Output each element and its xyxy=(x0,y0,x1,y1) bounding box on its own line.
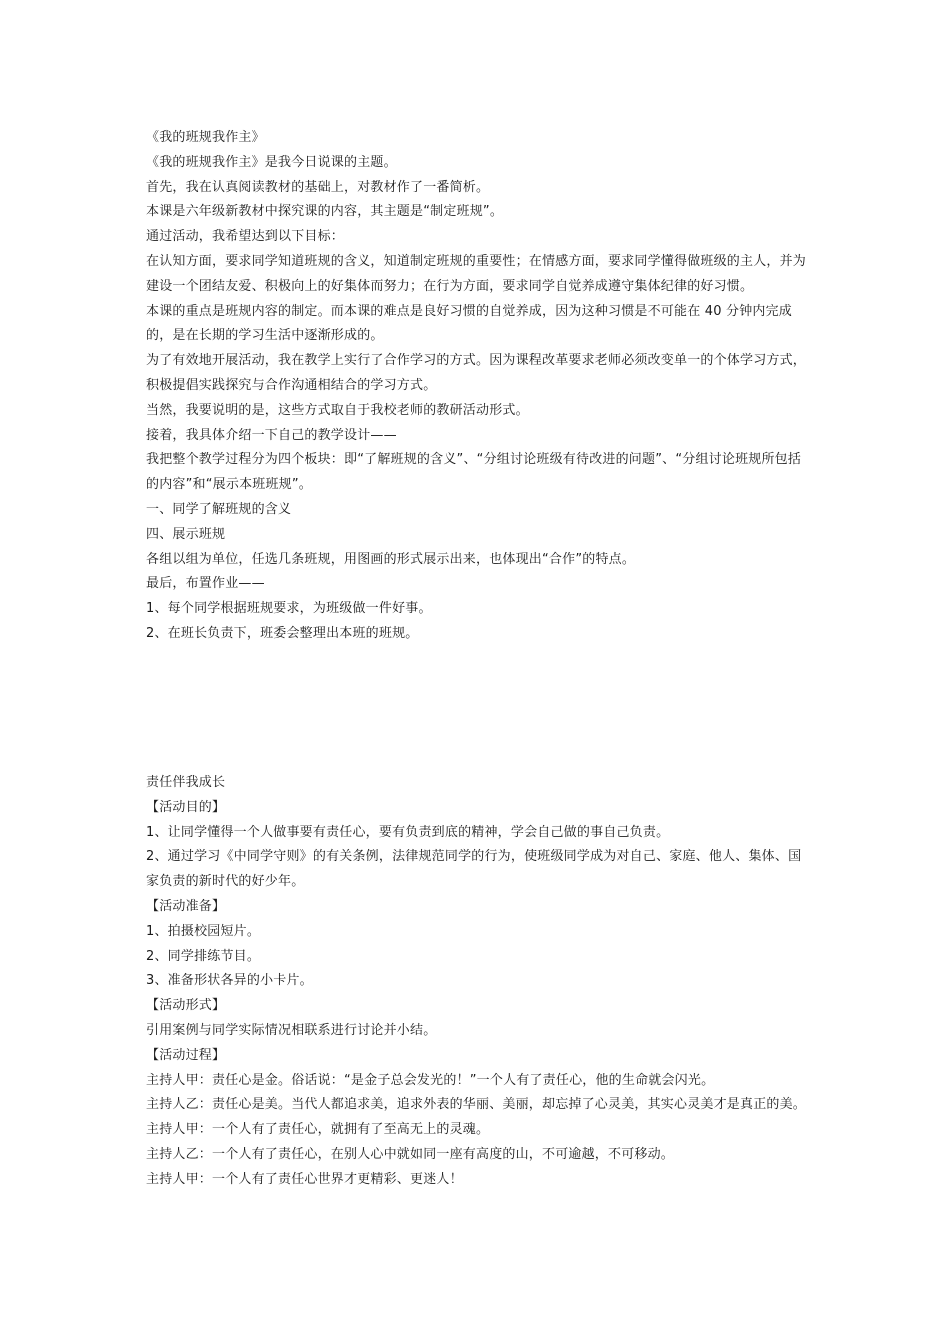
paragraph: 当然，我要说明的是，这些方式取自于我校老师的教研活动形式。 xyxy=(146,402,529,418)
paragraph: 各组以组为单位，任选几条班规，用图画的形式展示出来，也体现出“合作”的特点。 xyxy=(146,551,636,567)
list-item: 1、每个同学根据班规要求，为班级做一件好事。 xyxy=(146,601,432,617)
paragraph: 本课是六年级新教材中探究课的内容，其主题是“制定班规”。 xyxy=(146,204,504,220)
list-item: 1、拍摄校园短片。 xyxy=(146,923,261,939)
section-heading: 四、展示班规 xyxy=(146,526,226,542)
list-item: 2、同学排练节目。 xyxy=(146,948,261,964)
paragraph: 接着，我具体介绍一下自己的教学设计—— xyxy=(146,427,397,443)
paragraph: 最后，布置作业—— xyxy=(146,576,265,592)
dialogue-line: 主持人乙：责任心是美。当代人都追求美，追求外表的华丽、美丽，却忘掉了心灵美，其实心灵美才是真正的美。 xyxy=(146,1097,807,1113)
dialogue-line: 主持人乙：一个人有了责任心，在别人心中就如同一座有高度的山，不可逾越，不可移动。 xyxy=(146,1146,675,1162)
activity-plan-section xyxy=(146,771,808,1193)
paragraph: 在认知方面，要求同学知道班规的含义，知道制定班规的重要性；在情感方面，要求同学懂得做班级的主人，并为建设一个团结友爱、积极向上的好集体而努力；在行为方面，要求同学自觉养成遵守集体纪律的好习惯。 xyxy=(146,253,807,294)
section-heading: 【活动目的】 xyxy=(146,799,226,815)
lesson-plan-section xyxy=(146,126,808,647)
section-heading: 【活动过程】 xyxy=(146,1047,226,1063)
section-heading: 【活动形式】 xyxy=(146,998,226,1014)
dialogue-line: 主持人甲：责任心是金。俗话说：“是金子总会发光的！”一个人有了责任心，他的生命就会闪光。 xyxy=(146,1072,715,1088)
dialogue-line: 主持人甲：一个人有了责任心世界才更精彩、更迷人！ xyxy=(146,1171,463,1187)
paragraph: 本课的重点是班规内容的制定。而本课的难点是良好习惯的自觉养成，因为这种习惯是不可能在 40 分钟内完成的，是在长期的学习生活中逐渐形成的。 xyxy=(146,303,793,344)
paragraph: 为了有效地开展活动，我在教学上实行了合作学习的方式。因为课程改革要求老师必须改变单一的个体学习方式，积极提倡实践探究与合作沟通相结合的学习方式。 xyxy=(146,353,807,393)
paragraph: 我把整个教学过程分为四个板块：即“了解班规的含义”、“分组讨论班级有待改进的问题”、“分组讨论班规所包括的内容”和“展示本班班规”。 xyxy=(146,452,802,493)
dialogue-line: 主持人甲：一个人有了责任心，就拥有了至高无上的灵魂。 xyxy=(146,1122,490,1138)
list-item: 3、准备形状各异的小卡片。 xyxy=(146,973,313,989)
section-heading: 一、同学了解班规的含义 xyxy=(146,501,292,517)
paragraph: 引用案例与同学实际情况相联系进行讨论并小结。 xyxy=(146,1022,437,1038)
paragraph: 通过活动，我希望达到以下目标： xyxy=(146,229,345,245)
list-item: 1、让同学懂得一个人做事要有责任心，要有负责到底的精神，学会自己做的事自己负责。 xyxy=(146,824,670,840)
paragraph: 首先，我在认真阅读教材的基础上，对教材作了一番简析。 xyxy=(146,179,490,195)
list-item: 2、在班长负责下，班委会整理出本班的班规。 xyxy=(146,625,419,641)
paragraph: 《我的班规我作主》是我今日说课的主题。 xyxy=(146,154,397,170)
document-title: 《我的班规我作主》 xyxy=(146,130,265,145)
document-title: 责任伴我成长 xyxy=(146,775,226,790)
list-item: 2、通过学习《中同学守则》的有关条例，法律规范同学的行为，使班级同学成为对自己、家庭、他人、集体、国家负责的新时代的好少年。 xyxy=(146,849,802,890)
section-heading: 【活动准备】 xyxy=(146,898,226,914)
